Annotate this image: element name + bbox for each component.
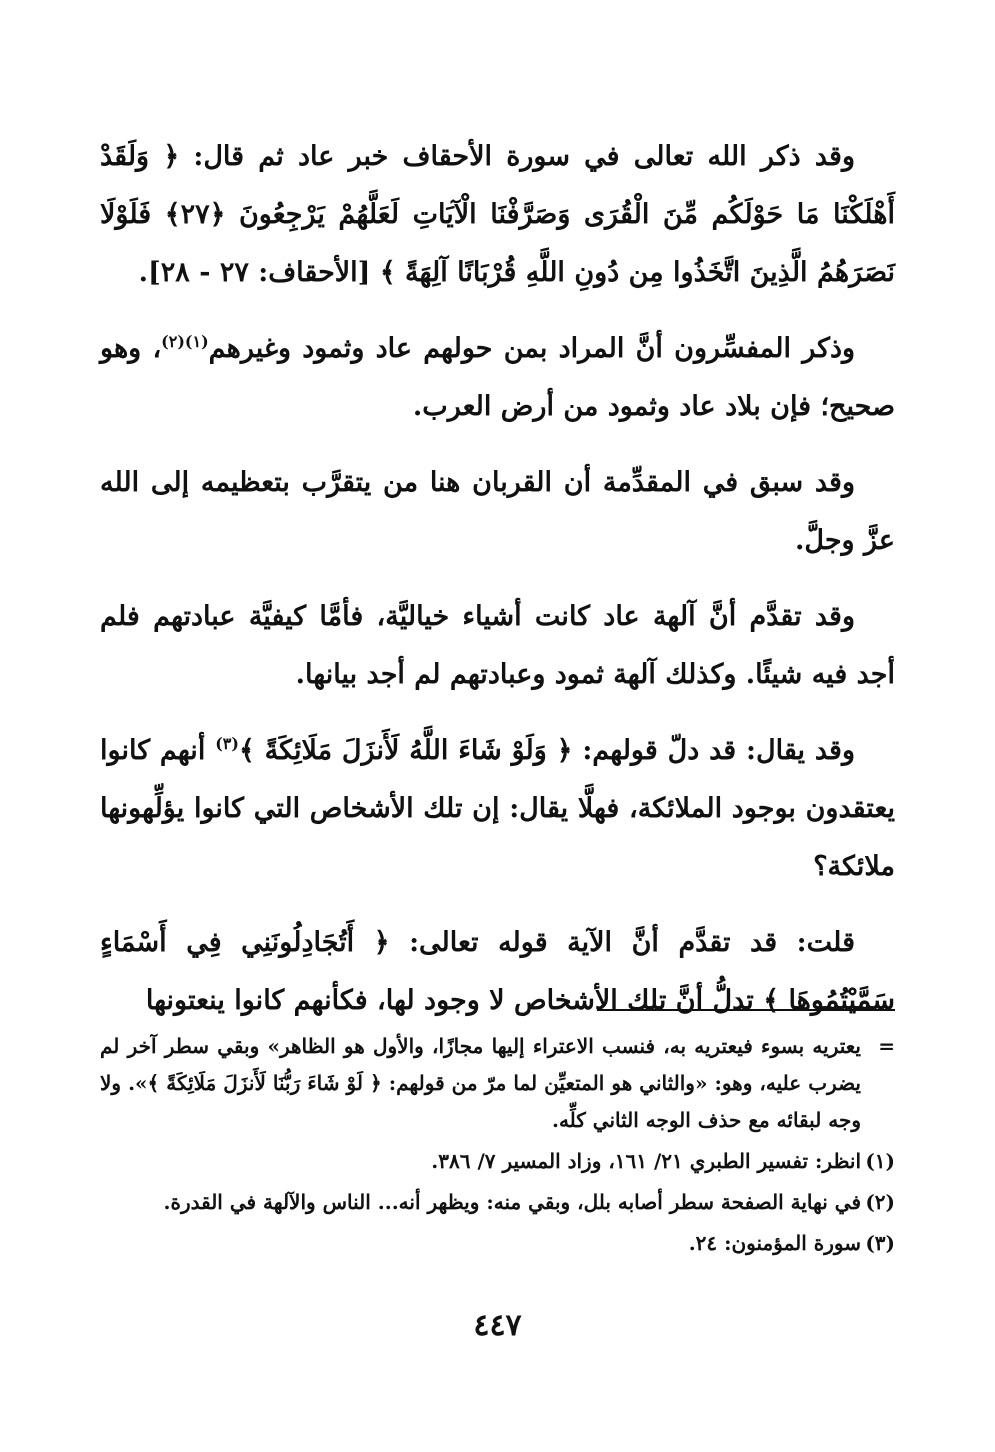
main-text (100, 128, 895, 1048)
footnote-text: سورة المؤمنون: ٢٤. (688, 1231, 861, 1255)
footnote-text: يعتريه بسوء فيعتريه به، فنسب الاعتراء إليها مجازًا، والأول هو الظاهر» وبقي سطر آخر لم يضرب عليه، وهو: «والثاني هو المتعيِّن لما مرّ من قولهم: ﴿ لَوْ شَاءَ رَبُّنَا لَأَنزَلَ مَلَائِكَةً ﴾». ولا وجه لبقائه مع حذف الوجه الثاني كلِّه. (100, 1034, 861, 1132)
paragraph-5-rest: أنهم كانوا يعتقدون بوجود الملائكة، فهلَّا يقال: إن تلك الأشخاص التي كانوا يؤلِّهونها ملائكة؟ (100, 735, 895, 882)
paragraph-5-text: وقد يقال: قد دلّ قولهم: ﴿ وَلَوْ شَاءَ اللَّهُ لَأَنزَلَ مَلَائِكَةً ﴾ (238, 735, 855, 766)
footnote-mark: = (878, 1034, 895, 1058)
footnote-ref-3[interactable]: (٣) (215, 734, 239, 753)
footnote-mark: (١) (865, 1149, 895, 1173)
footnote-text: في نهاية الصفحة سطر أصابه بلل، وبقي منه: ويظهر أنه... الناس والآلهة في القدرة. (163, 1190, 861, 1214)
paragraph-2-rest: ، وهو صحيح؛ فإن بلاد عاد وثمود من أرض العرب. (100, 333, 895, 422)
footnote-ref-1-2[interactable]: (١)(٢) (161, 332, 209, 351)
footnotes (100, 1028, 895, 1266)
paragraph-2-text: وذكر المفسِّرون أنَّ المراد بمن حولهم عاد وثمود وغيرهم (208, 333, 856, 364)
paragraph-3: وقد سبق في المقدِّمة أن القربان هنا من يتقرَّب بتعظيمه إلى الله عزَّ وجلَّ. (100, 467, 895, 556)
footnote-text: انظر: تفسير الطبري ٢١/ ١٦١، وزاد المسير ٧/ ٣٨٦. (431, 1149, 861, 1173)
footnote-2 (100, 1184, 895, 1221)
paragraph-6: قلت: قد تقدَّم أنَّ الآية قوله تعالى: ﴿ أَتُجَادِلُونَنِي فِي أَسْمَاءٍ سَمَّيْتُمُوهَا ﴾ تدلُّ أنَّ تلك الأشخاص لا وجود لها، فكأنهم كانوا ينعتونها (100, 927, 895, 1016)
paragraph-4: وقد تقدَّم أنَّ آلهة عاد كانت أشياء خياليَّة، فأمَّا كيفيَّة عبادتهم فلم أجد فيه شيئًا. وكذلك آلهة ثمود وعبادتهم لم أجد بيانها. (100, 601, 895, 690)
footnote-mark: (٣) (865, 1231, 895, 1255)
footnote-3 (100, 1225, 895, 1262)
paragraph-5 (100, 722, 895, 896)
paragraph-1: وقد ذكر الله تعالى في سورة الأحقاف خبر عاد ثم قال: ﴿ وَلَقَدْ أَهْلَكْنَا مَا حَوْلَكُم مِّنَ الْقُرَى وَصَرَّفْنَا الْآيَاتِ لَعَلَّهُمْ يَرْجِعُونَ ﴿٢٧﴾ فَلَوْلَا نَصَرَهُمُ الَّذِينَ اتَّخَذُوا مِن دُونِ اللَّهِ قُرْبَانًا آلِهَةً ﴾ [الأحقاف: ٢٧ - ٢٨]. (100, 141, 895, 288)
footnote-mark: (٢) (865, 1190, 895, 1214)
page-number: ٤٤٧ (473, 1308, 522, 1343)
paragraph-2 (100, 320, 895, 436)
footnote-divider (597, 1009, 895, 1011)
footnote-1 (100, 1143, 895, 1180)
footnote-continued (100, 1028, 895, 1139)
